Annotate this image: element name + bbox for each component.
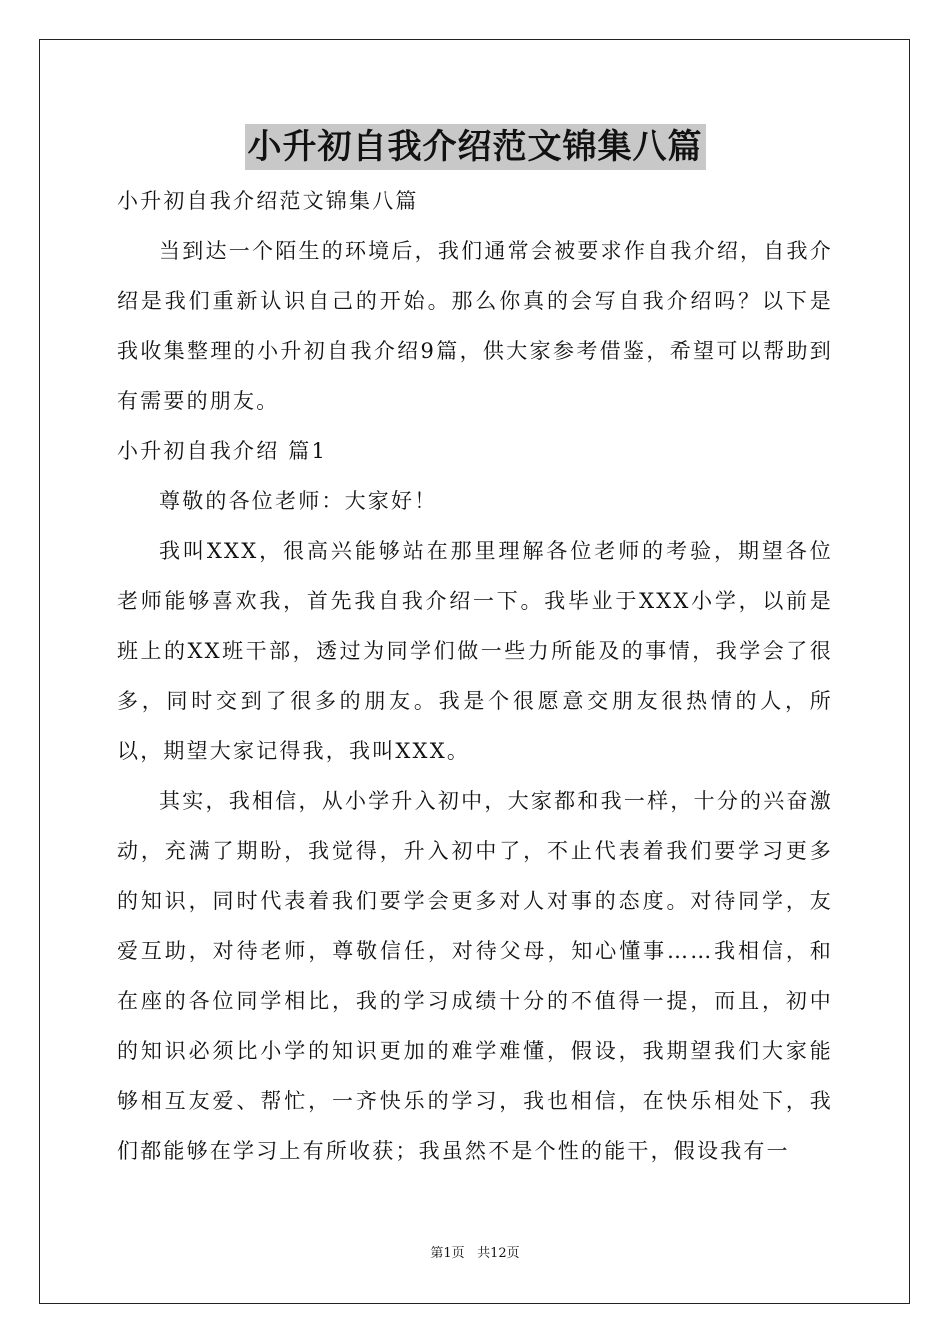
page-footer <box>0 1245 950 1263</box>
subtitle-line: 小升初自我介绍范文锦集八篇 <box>117 189 419 213</box>
intro-paragraph: 当到达一个陌生的环境后，我们通常会被要求作自我介绍，自我介绍是我们重新认识自己的开始。那么你真的会写自我介绍吗？以下是我收集整理的小升初自我介绍9篇，供大家参考借鉴，希望可以帮助到有需要的朋友。 <box>117 239 833 413</box>
document-title <box>0 124 950 170</box>
document-body <box>117 176 833 1176</box>
body-paragraph: 其实，我相信，从小学升入初中，大家都和我一样，十分的兴奋激动，充满了期盼，我觉得，升入初中了，不止代表着我们要学习更多的知识，同时代表着我们要学会更多对人对事的态度。对待同学，友爱互助，对待老师，尊敬信任，对待父母，知心懂事……我相信，和在座的各位同学相比，我的学习成绩十分的不值得一提，而且，初中的知识必须比小学的知识更加的难学难懂，假设，我期望我们大家能够相互友爱、帮忙，一齐快乐的学习，我也相信，在快乐相处下，我们都能够在学习上有所收获；我虽然不是个性的能干，假设我有一 <box>117 789 833 1163</box>
section-heading: 小升初自我介绍 篇1 <box>117 439 328 463</box>
page-number: 第1页 <box>430 1246 465 1261</box>
document-title-text: 小升初自我介绍范文锦集八篇 <box>245 124 706 170</box>
body-paragraph: 我叫XXX，很高兴能够站在那里理解各位老师的考验，期望各位老师能够喜欢我，首先我自我介绍一下。我毕业于XXX小学，以前是班上的XX班干部，透过为同学们做一些力所能及的事情，我学会了很多，同时交到了很多的朋友。我是个很愿意交朋友很热情的人，所以，期望大家记得我，我叫XXX。 <box>117 539 833 763</box>
page-total: 共12页 <box>477 1246 520 1261</box>
greeting-paragraph: 尊敬的各位老师：大家好！ <box>159 489 438 513</box>
